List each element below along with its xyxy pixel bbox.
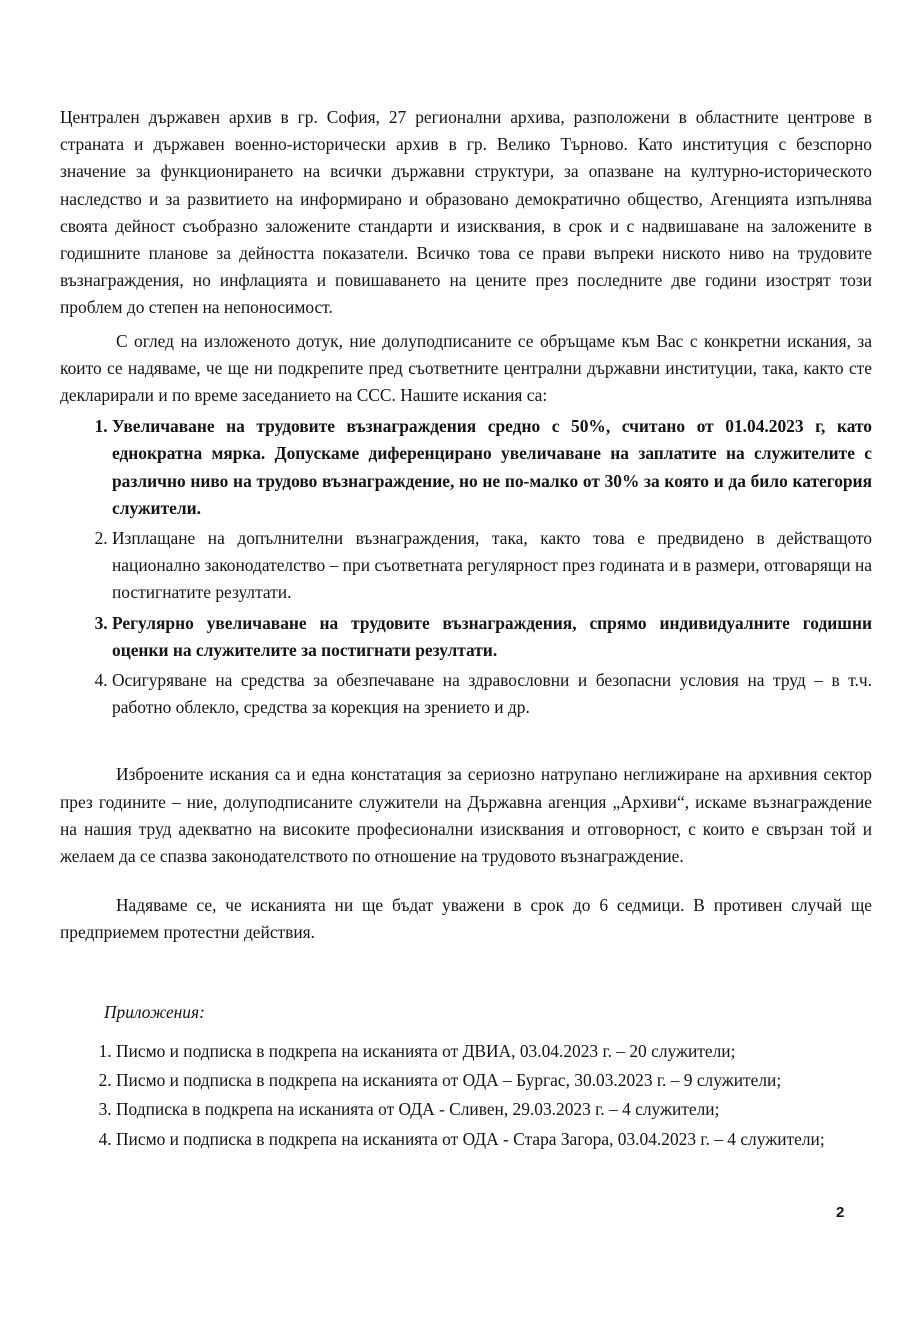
document-body bbox=[60, 104, 872, 1155]
paragraph-request-intro: С оглед на изложеното дотук, ние долуподписаните се обръщаме към Вас с конкретни искания, за които се надяваме, че ще ни подкрепите пред съответните централни държавни институции, така, както сте декларирали и по време заседанието на ССС. Нашите искания са: bbox=[60, 330, 872, 406]
paragraph-intro-continued: Централен държавен архив в гр. София, 27 регионални архива, разположени в областните центрове в страната и държавен военно-исторически архив в гр. Велико Търново. Като институция с безспорно значение за функционирането на всички държавни структури, за опазване на културно-историческото наследство и за развитието на информирано и образовано демократично общество, Агенцията изпълнява своята дейност съобразно заложените стандарти и изисквания, в срок и с надвишаване на заложените в годишните планове за дейността показатели. Всичко това се прави въпреки ниското ниво на трудовите възнаграждения, но инфлацията и повишаването на цените през последните две години изострят този проблем до степен на непоносимост. bbox=[60, 107, 872, 318]
annex-item: 4. Писмо и подписка в подкрепа на исканията от ОДА - Стара Загора, 03.04.2023 г. – 4 служители; bbox=[116, 1126, 872, 1153]
annex-list bbox=[60, 1038, 872, 1153]
demand-item: 2. Изплащане на допълнителни възнаграждения, така, както това е предвидено в действащото национално законодателство – при съответната регулярност през годината и в размери, отговарящи на постигнатите резултати. bbox=[112, 525, 872, 607]
paragraph-statement: Изброените искания са и една констатация за сериозно натрупано неглижиране на архивния сектор през годините – ние, долуподписаните служители на Държавна агенция „Архиви“, искаме възнаграждение на нашия труд адекватно на високите професионални изисквания и отговорност, с които е свързан той и желаем да се спазва законодателството по отношение на трудовото възнаграждение. bbox=[60, 764, 872, 867]
annex-item: 3. Подписка в подкрепа на исканията от ОДА - Сливен, 29.03.2023 г. – 4 служители; bbox=[116, 1096, 872, 1123]
demands-list bbox=[60, 413, 872, 721]
demand-item: 3. Регулярно увеличаване на трудовите възнаграждения, спрямо индивидуалните годишни оценки на служителите за постигнати резултати. bbox=[112, 610, 872, 664]
annex-item: 1. Писмо и подписка в подкрепа на исканията от ДВИА, 03.04.2023 г. – 20 служители; bbox=[116, 1038, 872, 1065]
annex-item: 2. Писмо и подписка в подкрепа на исканията от ОДА – Бургас, 30.03.2023 г. – 9 служители; bbox=[116, 1067, 872, 1094]
annex-title: Приложения: bbox=[104, 1001, 205, 1022]
page-number: 2 bbox=[836, 1204, 845, 1221]
paragraph-deadline: Надяваме се, че исканията ни ще бъдат уважени в срок до 6 седмици. В противен случай ще предприемем протестни действия. bbox=[60, 895, 872, 943]
demand-item: 1. Увеличаване на трудовите възнаграждения средно с 50%, считано от 01.04.2023 г, като еднократна мярка. Допускаме диференцирано увеличаване на заплатите на служителите с различно ниво на трудово възнаграждение, но не по-малко от 30% за която и да било категория служители. bbox=[112, 413, 872, 522]
demand-item: 4. Осигуряване на средства за обезпечаване на здравословни и безопасни условия на труд – в т.ч. работно облекло, средства за корекция на зрението и др. bbox=[112, 667, 872, 721]
